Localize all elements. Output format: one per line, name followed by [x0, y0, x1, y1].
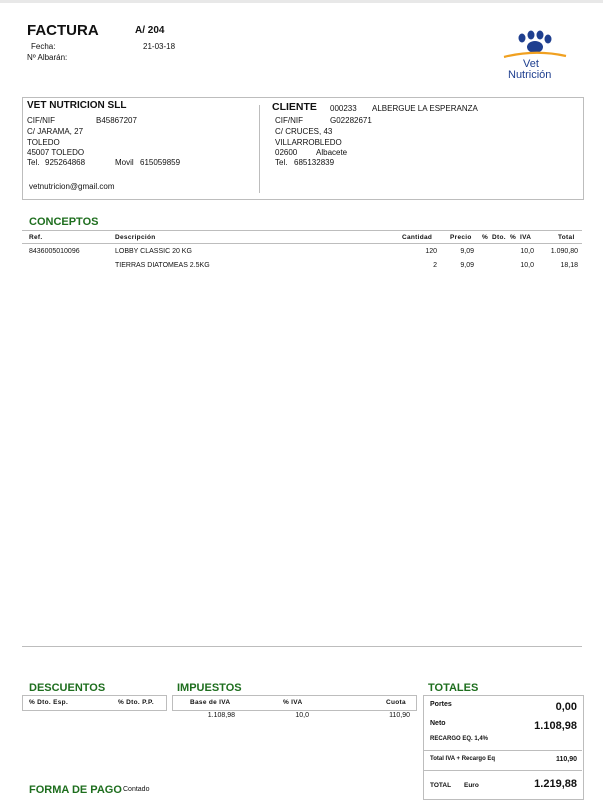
- row-cantidad: 2: [433, 262, 437, 269]
- seller-movil-value: 615059859: [140, 158, 181, 167]
- client-tel-value: 685132839: [294, 158, 335, 167]
- client-label: CLIENTE: [272, 101, 317, 113]
- row-desc: TIERRAS DIATOMEAS 2.5KG: [115, 262, 210, 269]
- totales-rule-1: [423, 750, 582, 751]
- client-tel-label: Tel.: [275, 158, 288, 167]
- client-name: ALBERGUE LA ESPERANZA: [372, 104, 478, 113]
- recargo-label: RECARGO EQ. 1,4%: [430, 736, 489, 742]
- col-base-iva: Base de IVA: [190, 699, 231, 706]
- row-ref: 8436005010096: [29, 248, 80, 255]
- row-total: 18,18: [560, 262, 578, 269]
- seller-postal: 45007 TOLEDO: [27, 148, 85, 157]
- neto-value: 1.108,98: [534, 720, 577, 732]
- col-dto: Dto.: [492, 234, 506, 241]
- col-pct-iva-footer: % IVA: [283, 699, 303, 706]
- col-total: Total: [558, 234, 575, 241]
- document-title: FACTURA: [27, 22, 99, 39]
- row-precio: 9,09: [460, 248, 474, 255]
- conceptos-header-rule: [22, 243, 582, 244]
- totales-title: TOTALES: [428, 682, 479, 694]
- col-cantidad: Cantidad: [402, 234, 433, 241]
- seller-email: vetnutricion@gmail.com: [29, 182, 115, 191]
- totales-rule-2: [423, 770, 582, 771]
- logo-text-nutricion: Nutrición: [508, 69, 552, 81]
- seller-city: TOLEDO: [27, 138, 60, 147]
- total-value: 1.219,88: [534, 778, 577, 790]
- row-iva: 10,0: [520, 262, 534, 269]
- top-border: [0, 0, 603, 3]
- seller-address: C/ JARAMA, 27: [27, 127, 84, 136]
- client-cif-value: G02282671: [330, 116, 372, 125]
- impuestos-cuota: 110,90: [389, 712, 410, 719]
- impuestos-base: 1.108,98: [207, 712, 235, 719]
- col-precio: Precio: [450, 234, 472, 241]
- col-iva: IVA: [520, 234, 532, 241]
- logo-text-vet: Vet: [523, 58, 539, 70]
- row-iva: 10,0: [520, 248, 534, 255]
- client-postal: 02600: [275, 148, 298, 157]
- conceptos-top-rule: [22, 230, 582, 231]
- date-value: 21-03-18: [143, 42, 176, 51]
- col-pct-iva: %: [510, 234, 517, 241]
- footer-divider: [22, 646, 582, 647]
- albaran-label: Nº Albarán:: [27, 53, 68, 62]
- col-descripcion: Descripción: [115, 234, 156, 241]
- col-cuota: Cuota: [386, 699, 406, 706]
- vet-nutricion-logo: [500, 30, 570, 85]
- col-dto-pp: % Dto. P.P.: [118, 699, 154, 706]
- forma-pago-value: Contado: [123, 786, 150, 793]
- parties-divider: [259, 105, 260, 193]
- portes-value: 0,00: [555, 701, 577, 713]
- portes-label: Portes: [430, 701, 452, 708]
- invoice-number: A/ 204: [135, 25, 165, 36]
- seller-movil-label: Movil: [115, 158, 134, 167]
- row-precio: 9,09: [460, 262, 474, 269]
- forma-pago-title: FORMA DE PAGO: [29, 784, 122, 796]
- col-pct: %: [482, 234, 489, 241]
- neto-label: Neto: [430, 720, 446, 727]
- seller-tel-value: 925264868: [45, 158, 86, 167]
- euro-label: Euro: [464, 782, 479, 789]
- descuentos-title: DESCUENTOS: [29, 682, 106, 694]
- client-code: 000233: [330, 104, 357, 113]
- seller-cif-label: CIF/NIF: [27, 116, 55, 125]
- seller-name: VET NUTRICION SLL: [27, 100, 127, 111]
- col-ref: Ref.: [29, 234, 43, 241]
- client-city: VILLARROBLEDO: [275, 138, 342, 147]
- client-cif-label: CIF/NIF: [275, 116, 303, 125]
- row-cantidad: 120: [425, 248, 437, 255]
- impuestos-title: IMPUESTOS: [177, 682, 242, 694]
- seller-cif-value: B45867207: [96, 116, 137, 125]
- client-address: C/ CRUCES, 43: [275, 127, 333, 136]
- total-iva-label: Total IVA + Recargo Eq: [430, 756, 496, 762]
- total-iva-value: 110,90: [555, 756, 577, 763]
- conceptos-title: CONCEPTOS: [29, 216, 99, 228]
- col-dto-esp: % Dto. Esp.: [29, 699, 69, 706]
- total-label: TOTAL: [430, 782, 452, 789]
- client-province: Albacete: [316, 148, 348, 157]
- row-total: 1.090,80: [550, 248, 578, 255]
- seller-tel-label: Tel.: [27, 158, 40, 167]
- row-desc: LOBBY CLASSIC 20 KG: [115, 248, 192, 255]
- impuestos-pct: 10,0: [295, 712, 309, 719]
- paw-icon: [500, 30, 570, 60]
- date-label: Fecha:: [31, 42, 56, 51]
